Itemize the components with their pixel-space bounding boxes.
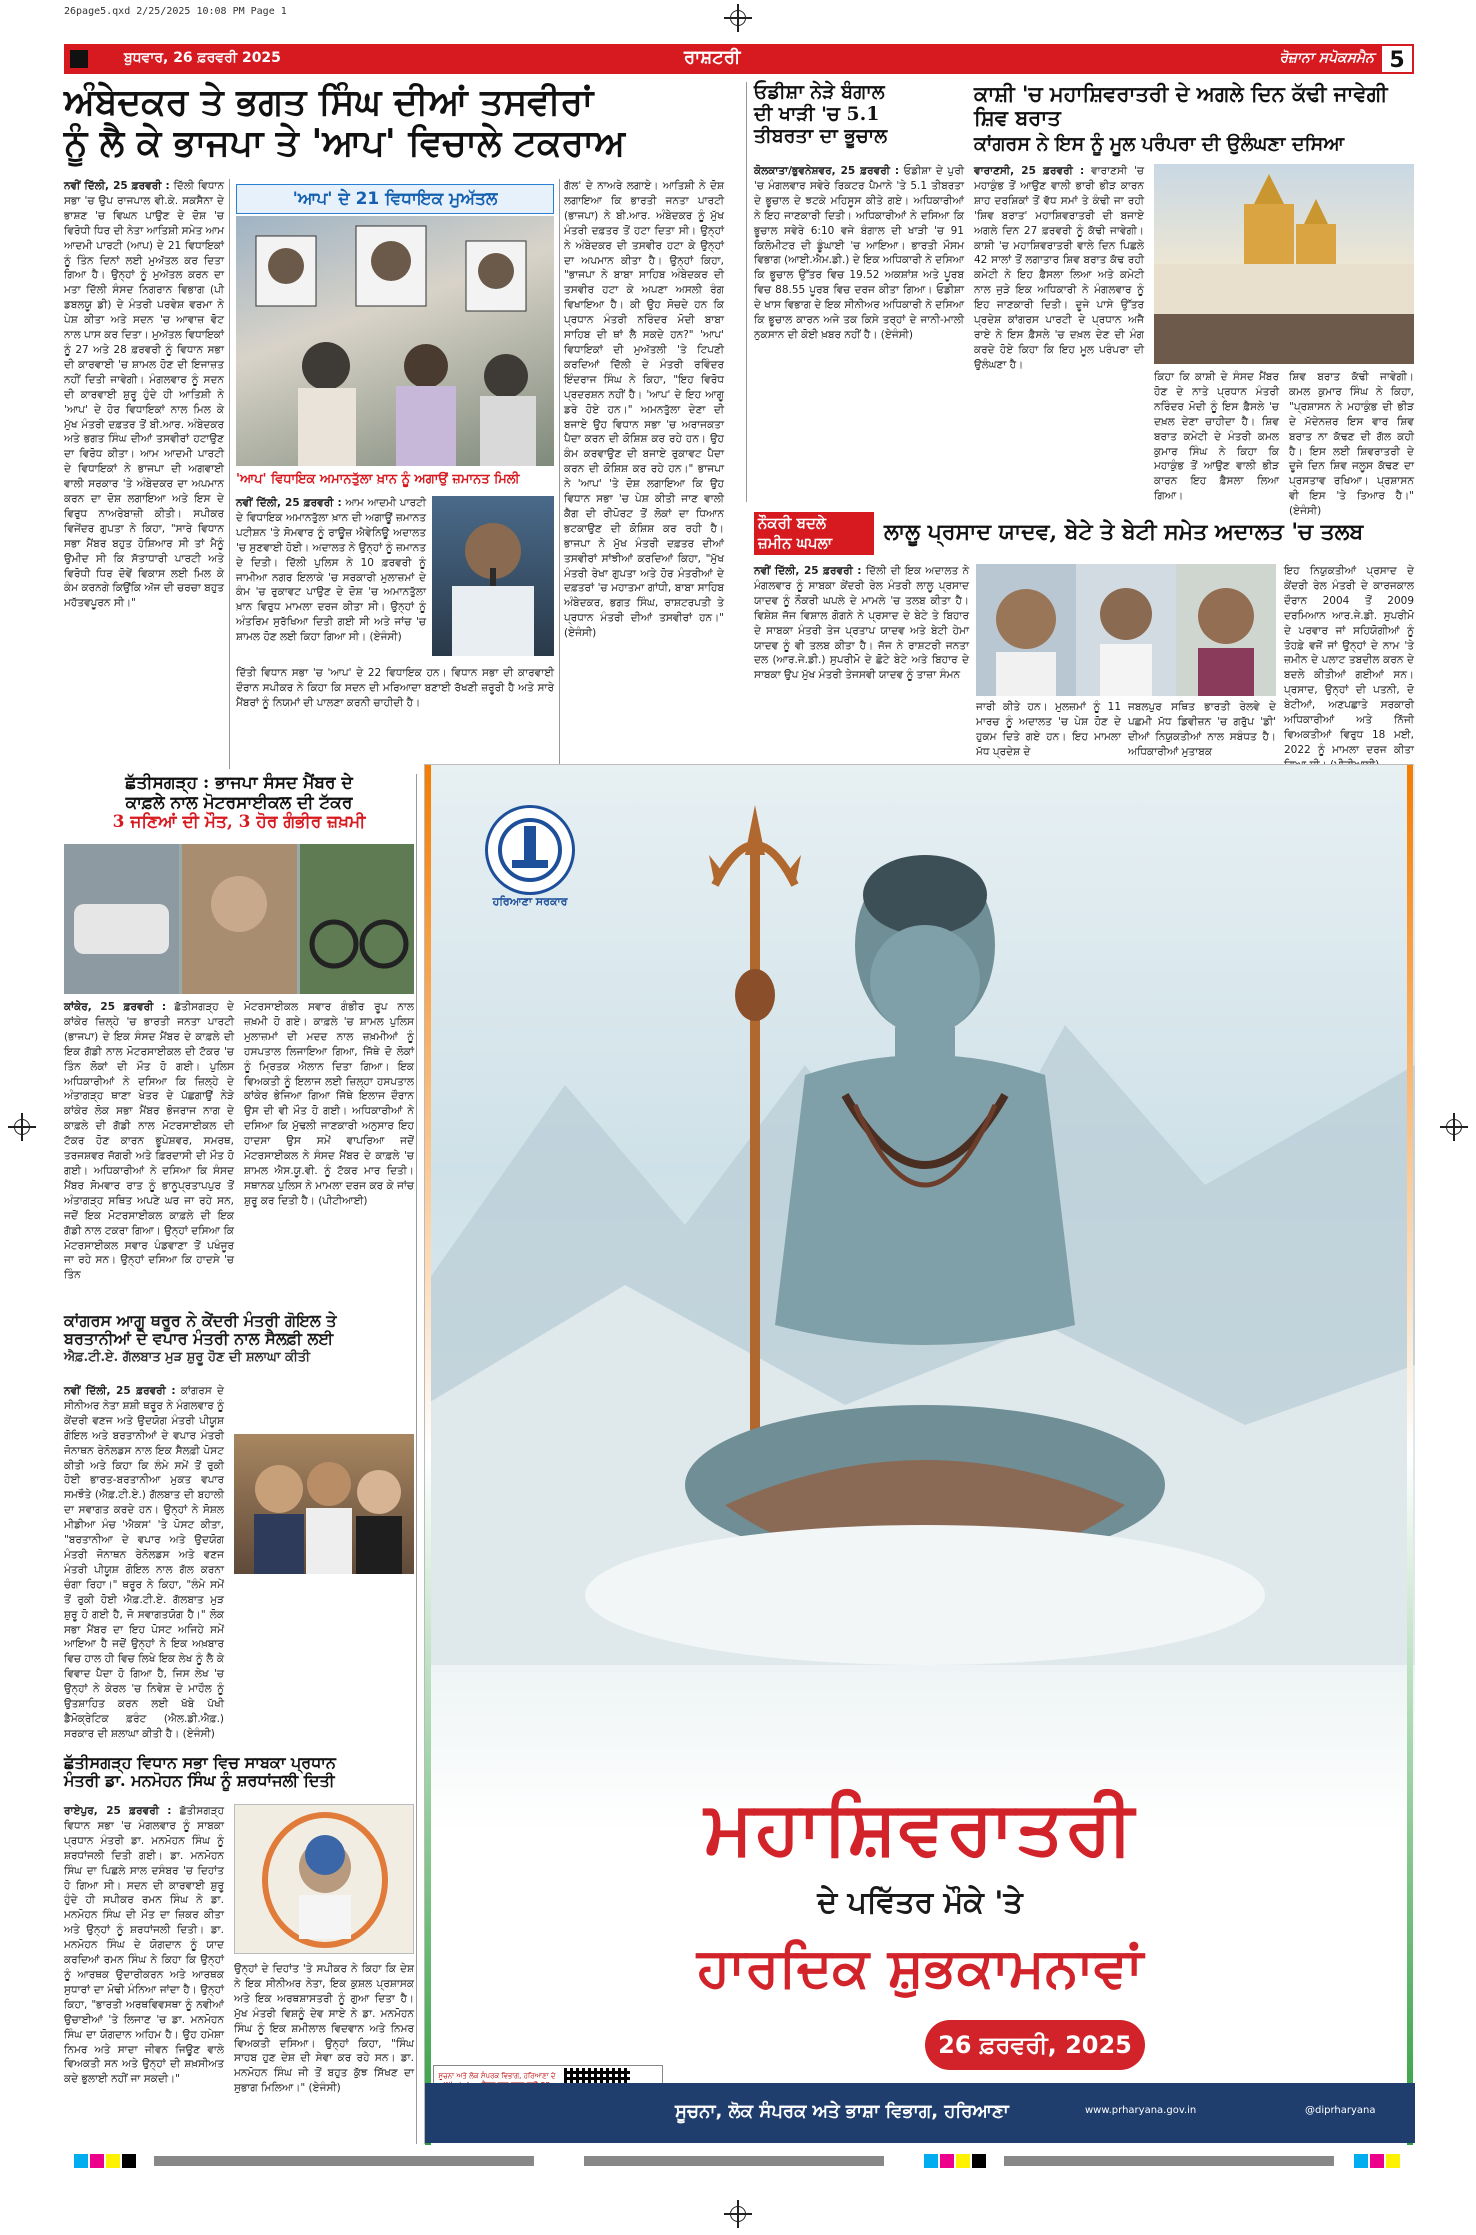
- lalu-kicker-line1: ਨੌਕਰੀ ਬਦਲੇ: [758, 514, 827, 532]
- ad-footer: [425, 2083, 1415, 2143]
- kashi-headline: [974, 82, 1414, 156]
- amanatullah-headline: 'ਆਪ' ਵਿਧਾਇਕ ਅਮਾਨਤੁੱਲਾ ਖ਼ਾਨ ਨੂੰ ਅਗਾਉਂ ਜ਼ਮਾਨਤ ਮਿਲੀ: [236, 472, 520, 487]
- chhattisgarh-dateline: ਕਾਂਕੇਰ, 25 ਫ਼ਰਵਰੀ :: [64, 1001, 167, 1013]
- tharoor-body-text: ਕਾਂਗਰਸ ਦੇ ਸੀਨੀਅਰ ਨੇਤਾ ਸ਼ਸ਼ੀ ਥਰੂਰ ਨੇ ਮੰਗਲਵਾਰ ਨੂੰ ਕੇਂਦਰੀ ਵਣਜ ਅਤੇ ਉਦਯੋਗ ਮੰਤਰੀ ਪੀਯੂਸ਼ ਗੋਇਲ ਅਤੇ ਬਰਤਾਨੀਆਂ ਦੇ ਵਪਾਰ ਮੰਤਰੀ ਜੋਨਾਥਨ ਰੇਨੋਲਡਸ ਨਾਲ ਇਕ ਸੈਲਫ਼ੀ ਪੋਸਟ ਕੀਤੀ ਅਤੇ ਕਿਹਾ ਕਿ ਲੰਮੇ ਸਮੇਂ ਤੋਂ ਰੁਕੀ ਹੋਈ ਭਾਰਤ-ਬਰਤਾਨੀਆ ਮੁਕਤ ਵਪਾਰ ਸਮਝੌਤੇ (ਐਫ਼.ਟੀ.ਏ.) ਗੱਲਬਾਤ ਦੀ ਬਹਾਲੀ ਦਾ ਸਵਾਗਤ ਕਰਦੇ ਹਨ। ਉਨ੍ਹਾਂ ਨੇ ਸੋਸ਼ਲ ਮੀਡੀਆ ਮੰਚ 'ਐਕਸ' 'ਤੇ ਪੋਸਟ ਕੀਤਾ, "ਬਰਤਾਨੀਆ ਦੇ ਵਪਾਰ ਅਤੇ ਉਦਯੋਗ ਮੰਤਰੀ ਜੋਨਾਥਨ ਰੇਨੋਲਡਸ ਅਤੇ ਵਣਜ ਮੰਤਰੀ ਪੀਯੂਸ਼ ਗੋਇਲ ਨਾਲ ਗੱਲ ਕਰਨਾ ਚੰਗਾ ਰਿਹਾ।" ਥਰੂਰ ਨੇ ਕਿਹਾ, "ਲੰਮੇ ਸਮੇਂ ਤੋਂ ਰੁਕੀ ਹੋਈ ਐਫ਼.ਟੀ.ਏ. ਗੱਲਬਾਤ ਮੁੜ ਸ਼ੁਰੂ ਹੋ ਗਈ ਹੈ, ਜੋ ਸਵਾਗਤਯੋਗ ਹੈ।" ਲੋਕ ਸਭਾ ਮੈਂਬਰ ਦਾ ਇਹ ਪੋਸਟ ਅਜਿਹੇ ਸਮੇਂ ਆਇਆ ਹੈ ਜਦੋਂ ਉਨ੍ਹਾਂ ਨੇ ਇਕ ਅਖ਼ਬਾਰ ਵਿਚ ਹਾਲ ਹੀ ਵਿਚ ਲਿਖੇ ਇਕ ਲੇਖ ਨੂੰ ਲੈ ਕੇ ਵਿਵਾਦ ਪੈਦਾ ਹੋ ਗਿਆ ਹੈ, ਜਿਸ ਲੇਖ 'ਚ ਉਨ੍ਹਾਂ ਨੇ ਕੇਰਲ 'ਚ ਨਿਵੇਸ਼ ਦੇ ਮਾਹੌਲ ਨੂੰ ਉਤਸ਼ਾਹਿਤ ਕਰਨ ਲਈ ਖੱਬੇ ਪੱਖੀ ਡੈਮੋਕ੍ਰੇਟਿਕ ਫ਼ਰੰਟ (ਐਲ.ਡੀ.ਐਫ਼.) ਸਰਕਾਰ ਦੀ ਸ਼ਲਾਘਾ ਕੀਤੀ ਹੈ। (ਏਜੰਸੀ): [64, 1385, 225, 1740]
- registration-mark: [1440, 1113, 1468, 1141]
- odisha-dateline: ਕੋਲਕਾਤਾ/ਭੁਵਨੇਸ਼ਵਰ, 25 ਫ਼ਰਵਰੀ :: [754, 165, 900, 177]
- chhattisgarh-body2: ਮੋਟਰਸਾਈਕਲ ਸਵਾਰ ਗੰਭੀਰ ਰੂਪ ਨਾਲ ਜ਼ਖ਼ਮੀ ਹੋ ਗਏ। ਕਾਫ਼ਲੇ 'ਚ ਸ਼ਾਮਲ ਪੁਲਿਸ ਮੁਲਾਜ਼ਮਾਂ ਦੀ ਮਦਦ ਨਾਲ ਜ਼ਖ਼ਮੀਆਂ ਨੂੰ ਹਸਪਤਾਲ ਲਿਜਾਇਆ ਗਿਆ, ਜਿੱਥੇ ਦੋ ਲੋਕਾਂ ਨੂੰ ਮ੍ਰਿਤਕ ਐਲਾਨ ਦਿਤਾ ਗਿਆ। ਇਕ ਵਿਅਕਤੀ ਨੂੰ ਇਲਾਜ ਲਈ ਜ਼ਿਲ੍ਹਾ ਹਸਪਤਾਲ ਕਾਂਕੇਰ ਭੇਜਿਆ ਗਿਆ ਜਿੱਥੇ ਇਲਾਜ ਦੌਰਾਨ ਉਸ ਦੀ ਵੀ ਮੌਤ ਹੋ ਗਈ। ਅਧਿਕਾਰੀਆਂ ਨੇ ਦਸਿਆ ਕਿ ਮੁੱਢਲੀ ਜਾਣਕਾਰੀ ਅਨੁਸਾਰ ਇਹ ਹਾਦਸਾ ਉਸ ਸਮੇਂ ਵਾਪਰਿਆ ਜਦੋਂ ਮੋਟਰਸਾਈਕਲ ਨੇ ਸੰਸਦ ਮੈਂਬਰ ਦੇ ਕਾਫ਼ਲੇ 'ਚ ਸ਼ਾਮਲ ਐਸ.ਯੂ.ਵੀ. ਨੂੰ ਟੱਕਰ ਮਾਰ ਦਿਤੀ। ਸਥਾਨਕ ਪੁਲਿਸ ਨੇ ਮਾਮਲਾ ਦਰਜ ਕਰ ਕੇ ਜਾਂਚ ਸ਼ੁਰੂ ਕਰ ਦਿਤੀ ਹੈ। (ਪੀਟੀਆਈ): [244, 1001, 414, 1207]
- amanatullah-photo: [432, 496, 554, 656]
- lead-headline: [64, 82, 734, 165]
- ad-social-handle: @diprharyana: [1305, 2105, 1376, 2116]
- tharoor-headline-line1: ਕਾਂਗਰਸ ਆਗੂ ਥਰੂਰ ਨੇ ਕੇਂਦਰੀ ਮੰਤਰੀ ਗੋਇਲ ਤੇ: [64, 1311, 337, 1330]
- lalu-portraits: [976, 564, 1276, 696]
- kashi-body: [974, 164, 1144, 504]
- magenta-swatch: [940, 2154, 954, 2168]
- haryana-emblem-icon: [485, 805, 575, 895]
- registration-mark: [8, 1113, 36, 1141]
- manmohan-body-text: ਛੱਤੀਸਗੜ੍ਹ ਵਿਧਾਨ ਸਭਾ 'ਚ ਮੰਗਲਵਾਰ ਨੂੰ ਸਾਬਕਾ ਪ੍ਰਧਾਨ ਮੰਤਰੀ ਡਾ. ਮਨਮੋਹਨ ਸਿੰਘ ਨੂੰ ਸ਼ਰਧਾਂਜਲੀ ਦਿਤੀ ਗਈ। ਡਾ. ਮਨਮੋਹਨ ਸਿੰਘ ਦਾ ਪਿਛਲੇ ਸਾਲ ਦਸੰਬਰ 'ਚ ਦਿਹਾਂਤ ਹੋ ਗਿਆ ਸੀ। ਸਦਨ ਦੀ ਕਾਰਵਾਈ ਸ਼ੁਰੂ ਹੁੰਦੇ ਹੀ ਸਪੀਕਰ ਰਮਨ ਸਿੰਘ ਨੇ ਡਾ. ਮਨਮੋਹਨ ਸਿੰਘ ਦੀ ਮੌਤ ਦਾ ਜ਼ਿਕਰ ਕੀਤਾ ਅਤੇ ਉਨ੍ਹਾਂ ਨੂੰ ਸ਼ਰਧਾਂਜਲੀ ਦਿਤੀ। ਡਾ. ਮਨਮੋਹਨ ਸਿੰਘ ਦੇ ਯੋਗਦਾਨ ਨੂੰ ਯਾਦ ਕਰਦਿਆਂ ਰਮਨ ਸਿੰਘ ਨੇ ਕਿਹਾ ਕਿ ਉਨ੍ਹਾਂ ਨੂੰ ਆਰਥਕ ਉਦਾਰੀਕਰਨ ਅਤੇ ਆਰਥਕ ਸੁਧਾਰਾਂ ਦਾ ਮੋਢੀ ਮੰਨਿਆ ਜਾਂਦਾ ਹੈ। ਉਨ੍ਹਾਂ ਕਿਹਾ, "ਭਾਰਤੀ ਅਰਥਵਿਵਸਥਾ ਨੂੰ ਨਵੀਆਂ ਉਚਾਈਆਂ 'ਤੇ ਲਿਜਾਣ 'ਚ ਡਾ. ਮਨਮੋਹਨ ਸਿੰਘ ਦਾ ਯੋਗਦਾਨ ਅਹਿਮ ਹੈ। ਉਹ ਹਮੇਸ਼ਾ ਨਿਮਰ ਅਤੇ ਸਾਦਾ ਜੀਵਨ ਜਿਊਣ ਵਾਲੇ ਵਿਅਕਤੀ ਸਨ ਅਤੇ ਉਨ੍ਹਾਂ ਦੀ ਸ਼ਖ਼ਸੀਅਤ ਕਦੇ ਭੁਲਾਈ ਨਹੀਂ ਜਾ ਸਕਦੀ।": [64, 1805, 225, 2086]
- ad-greeting: ਹਾਰਦਿਕ ਸ਼ੁਭਕਾਮਨਾਵਾਂ: [697, 1935, 1143, 1999]
- black-swatch: [972, 2154, 986, 2168]
- registration-mark: [724, 2200, 752, 2228]
- lead-body-col1: [64, 179, 224, 779]
- tharoor-subhead: ਐਫ਼.ਟੀ.ਏ. ਗੱਲਬਾਤ ਮੁੜ ਸ਼ੁਰੂ ਹੋਣ ਦੀ ਸ਼ਲਾਘਾ ਕੀਤੀ: [64, 1349, 311, 1365]
- accident-illustration: [64, 844, 414, 994]
- chhattisgarh-headline-line1: ਛੱਤੀਸਗੜ੍ਹ : ਭਾਜਪਾ ਸੰਸਦ ਮੈਂਬਰ ਦੇ: [125, 773, 353, 793]
- tharoor-headline: [64, 1312, 414, 1366]
- magenta-swatch: [90, 2154, 104, 2168]
- lead-body-text: ਦਿੱਲੀ ਵਿਧਾਨ ਸਭਾ 'ਚ ਉਪ ਰਾਜਪਾਲ ਵੀ.ਕੇ. ਸਕਸੈਨਾ ਦੇ ਭਾਸ਼ਣ 'ਚ ਵਿਘਨ ਪਾਉਣ ਦੇ ਦੋਸ਼ 'ਚ ਵਿਰੋਧੀ ਧਿਰ ਦੀ ਨੇਤਾ ਆਤਿਸ਼ੀ ਸਮੇਤ ਆਮ ਆਦਮੀ ਪਾਰਟੀ (ਆਪ) ਦੇ 21 ਵਿਧਾਇਕਾਂ ਨੂੰ ਤਿੰਨ ਦਿਨਾਂ ਲਈ ਮੁਅੱਤਲ ਕਰ ਦਿਤਾ ਗਿਆ ਹੈ। ਉਨ੍ਹਾਂ ਨੂੰ ਮੁਅੱਤਲ ਕਰਨ ਦਾ ਮਤਾ ਦਿੱਲੀ ਸੰਸਦ ਨਿਗਰਾਨ ਵਿਭਾਗ (ਪੀ ਡਬਲਯੂ ਡੀ) ਦੇ ਮੰਤਰੀ ਪਰਵੇਸ਼ ਵਰਮਾ ਨੇ ਪੇਸ਼ ਕੀਤਾ ਅਤੇ ਸਦਨ 'ਚ ਆਵਾਜ਼ ਵੋਟ ਨਾਲ ਪਾਸ ਕਰ ਦਿਤਾ। ਮੁਅੱਤਲ ਵਿਧਾਇਕਾਂ ਨੂੰ 27 ਅਤੇ 28 ਫ਼ਰਵਰੀ ਨੂੰ ਵਿਧਾਨ ਸਭਾ ਦੀ ਕਾਰਵਾਈ 'ਚ ਸ਼ਾਮਲ ਹੋਣ ਦੀ ਇਜਾਜ਼ਤ ਨਹੀਂ ਦਿਤੀ ਜਾਵੇਗੀ। ਮੰਗਲਵਾਰ ਨੂੰ ਸਦਨ ਦੀ ਕਾਰਵਾਈ ਸ਼ੁਰੂ ਹੁੰਦੇ ਹੀ ਆਤਿਸ਼ੀ ਨੇ 'ਆਪ' ਦੇ ਹੋਰ ਵਿਧਾਇਕਾਂ ਨਾਲ ਮਿਲ ਕੇ ਮੁੱਖ ਮੰਤਰੀ ਦਫ਼ਤਰ ਤੋਂ ਬੀ.ਆਰ. ਅੰਬੇਦਕਰ ਅਤੇ ਭਗਤ ਸਿੰਘ ਦੀਆਂ ਤਸਵੀਰਾਂ ਹਟਾਉਣ ਦਾ ਵਿਰੋਧ ਕੀਤਾ। ਆਮ ਆਦਮੀ ਪਾਰਟੀ ਦੇ ਵਿਧਾਇਕਾਂ ਨੇ ਭਾਜਪਾ ਦੀ ਅਗਵਾਈ ਵਾਲੀ ਸਰਕਾਰ 'ਤੇ ਅੰਬੇਦਕਰ ਦਾ ਅਪਮਾਨ ਕਰਨ ਦਾ ਦੋਸ਼ ਲਗਾਇਆ ਅਤੇ ਇਸ ਦੇ ਵਿਰੁਧ ਨਾਅਰੇਬਾਜ਼ੀ ਕੀਤੀ। ਸਪੀਕਰ ਵਿਜੇਂਦਰ ਗੁਪਤਾ ਨੇ ਕਿਹਾ, "ਸਾਰੇ ਵਿਧਾਨ ਸਭਾ ਮੈਂਬਰ ਬਹੁਤ ਹੋਸ਼ਿਆਰ ਸੀ ਤਾਂ ਮੈਨੂੰ ਉਮੀਦ ਸੀ ਕਿ ਸੱਤਾਧਾਰੀ ਪਾਰਟੀ ਅਤੇ ਵਿਰੋਧੀ ਧਿਰ ਦੋਵੇਂ ਵਿਕਾਸ ਲਈ ਮਿਲ ਕੇ ਕੰਮ ਕਰਨਗੇ ਕਿਉਂਕਿ ਅੱਜ ਦੀ ਚਰਚਾ ਬਹੁਤ ਮਹੱਤਵਪੂਰਨ ਸੀ।": [64, 180, 225, 610]
- kashi-headline-line2: ਕਾਂਗਰਸ ਨੇ ਇਸ ਨੂੰ ਮੂਲ ਪਰੰਪਰਾ ਦੀ ਉਲੰਘਣਾ ਦਸਿਆ: [974, 133, 1344, 156]
- lalu-body: [754, 564, 969, 764]
- amanatullah-body2: ਦਿੱਤੀ ਵਿਧਾਨ ਸਭਾ 'ਚ 'ਆਪ' ਦੇ 22 ਵਿਧਾਇਕ ਹਨ। ਵਿਧਾਨ ਸਭਾ ਦੀ ਕਾਰਵਾਈ ਦੌਰਾਨ ਸਪੀਕਰ ਨੇ ਕਿਹਾ ਕਿ ਸਦਨ ਦੀ ਮਰਿਆਦਾ ਬਣਾਈ ਰੱਖਣੀ ਜ਼ਰੂਰੀ ਹੈ ਅਤੇ ਸਾਰੇ ਮੈਂਬਰਾਂ ਨੂੰ ਨਿਯਮਾਂ ਦੀ ਪਾਲਣਾ ਕਰਨੀ ਚਾਹੀਦੀ ਹੈ।: [236, 667, 554, 709]
- mahashivratri-advertisement: [424, 764, 1414, 2144]
- chhattisgarh-headline-line2: ਕਾਫ਼ਲੇ ਨਾਲ ਮੋਟਰਸਾਈਕਲ ਦੀ ਟੱਕਰ: [125, 792, 353, 813]
- manmohan-headline: [64, 1754, 414, 1791]
- qr-note: ਸੂਚਨਾ ਅਤੇ ਲੋਕ ਸੰਪਰਕ ਵਿਭਾਗ, ਹਰਿਆਣਾ ਦੇ: [438, 2072, 556, 2080]
- registration-mark: [724, 4, 752, 32]
- grey-bar: [154, 2156, 534, 2166]
- manmohan-body: [64, 1804, 224, 2144]
- selfie-illustration: [234, 1434, 414, 1574]
- manmohan-tribute-photo: [234, 1804, 414, 1954]
- kashi-body2: ਕਿਹਾ ਕਿ ਕਾਸ਼ੀ ਦੇ ਸੰਸਦ ਮੈਂਬਰ ਹੋਣ ਦੇ ਨਾਤੇ ਪ੍ਰਧਾਨ ਮੰਤਰੀ ਨਰਿੰਦਰ ਮੋਦੀ ਨੂੰ ਇਸ ਫ਼ੈਸਲੇ 'ਚ ਦਖ਼ਲ ਦੇਣਾ ਚਾਹੀਦਾ ਹੈ। ਸ਼ਿਵ ਬਰਾਤ ਕਮੇਟੀ ਦੇ ਮੰਤਰੀ ਕਮਲ ਕੁਮਾਰ ਸਿੰਘ ਨੇ ਕਿਹਾ ਕਿ ਮਹਾਕੁੰਭ ਤੋਂ ਆਉਣ ਵਾਲੀ ਭੀੜ ਕਾਰਨ ਇਹ ਫ਼ੈਸਲਾ ਲਿਆ ਗਿਆ।: [1154, 371, 1279, 503]
- amanatullah-portrait: [432, 496, 554, 656]
- ad-website: www.prharyana.gov.in: [1085, 2105, 1197, 2116]
- lead-dateline: ਨਵੀਂ ਦਿੱਲੀ, 25 ਫ਼ਰਵਰੀ :: [64, 180, 170, 192]
- yellow-swatch: [956, 2154, 970, 2168]
- temple-illustration: [1154, 164, 1414, 364]
- header-square-icon: [70, 50, 88, 68]
- ad-date: 26 ਫ਼ਰਵਰੀ, 2025: [925, 2020, 1145, 2070]
- yellow-swatch: [106, 2154, 120, 2168]
- lalu-kicker: [754, 512, 874, 555]
- column-rule: [559, 179, 560, 769]
- cyan-swatch: [924, 2154, 938, 2168]
- magenta-swatch: [1370, 2154, 1384, 2168]
- lalu-body3: ਜਬਲਪੁਰ ਸਥਿਤ ਭਾਰਤੀ ਰੇਲਵੇ ਦੇ ਪਛਮੀ ਮੱਧ ਡਿਵੀਜ਼ਨ 'ਚ ਗਰੁੱਪ 'ਡੀ' ਦੀਆਂ ਨਿਯੁਕਤੀਆਂ ਨਾਲ ਸਬੰਧਤ ਹੈ। ਅਧਿਕਾਰੀਆਂ ਮੁਤਾਬਕ: [1128, 701, 1276, 758]
- manmohan-dateline: ਰਾਏਪੁਰ, 25 ਫ਼ਰਵਰੀ :: [64, 1805, 172, 1817]
- kashi-body3: ਸ਼ਿਵ ਬਰਾਤ ਕੱਢੀ ਜਾਵੇਗੀ। ਕਮਲ ਕੁਮਾਰ ਸਿੰਘ ਨੇ ਕਿਹਾ, "ਪ੍ਰਸ਼ਾਸਨ ਨੇ ਮਹਾਕੁੰਭ ਦੀ ਭੀੜ ਦੇ ਮੱਦੇਨਜ਼ਰ ਇਸ ਵਾਰ ਸ਼ਿਵ ਬਰਾਤ ਨਾ ਕੱਢਣ ਦੀ ਗੱਲ ਕਹੀ ਹੈ। ਇਸ ਲਈ ਸ਼ਿਵਰਾਤਰੀ ਦੇ ਦੂਜੇ ਦਿਨ ਸ਼ਿਵ ਜਲੂਸ ਕੱਢਣ ਦਾ ਪ੍ਰਸਤਾਵ ਰਖਿਆ। ਪ੍ਰਸ਼ਾਸਨ ਵੀ ਇਸ 'ਤੇ ਤਿਆਰ ਹੈ।" (ਏਜੰਸੀ): [1289, 371, 1414, 518]
- amanatullah-body: [236, 496, 426, 666]
- amanatullah-body-text: ਆਮ ਆਦਮੀ ਪਾਰਟੀ ਦੇ ਵਿਧਾਇਕ ਅਮਾਨਤੁੱਲਾ ਖ਼ਾਨ ਦੀ ਅਗਾਊਂ ਜ਼ਮਾਨਤ ਪਟੀਸ਼ਨ 'ਤੇ ਸੋਮਵਾਰ ਨੂੰ ਰਾਊਜ਼ ਐਵੇਨਿਊ ਅਦਾਲਤ 'ਚ ਸੁਣਵਾਈ ਹੋਈ। ਅਦਾਲਤ ਨੇ ਉਨ੍ਹਾਂ ਨੂੰ ਜ਼ਮਾਨਤ ਦੇ ਦਿਤੀ। ਦਿੱਲੀ ਪੁਲਿਸ ਨੇ 10 ਫ਼ਰਵਰੀ ਨੂੰ ਜਾਮੀਆ ਨਗਰ ਇਲਾਕੇ 'ਚ ਸਰਕਾਰੀ ਮੁਲਾਜ਼ਮਾਂ ਦੇ ਕੰਮ 'ਚ ਰੁਕਾਵਟ ਪਾਉਣ ਦੇ ਦੋਸ਼ 'ਚ ਅਮਾਨਤੁੱਲਾ ਖ਼ਾਨ ਵਿਰੁਧ ਮਾਮਲਾ ਦਰਜ ਕੀਤਾ ਸੀ। ਉਨ੍ਹਾਂ ਨੂੰ ਅੰਤਰਿਮ ਸੁਰੱਖਿਆ ਦਿਤੀ ਗਈ ਸੀ ਅਤੇ ਜਾਂਚ 'ਚ ਸ਼ਾਮਲ ਹੋਣ ਲਈ ਕਿਹਾ ਗਿਆ ਸੀ। (ਏਜੰਸੀ): [236, 497, 426, 644]
- newspaper-page: [64, 44, 1414, 2184]
- protest-photo-illustration: [236, 216, 554, 466]
- kashi-headline-line1: ਕਾਸ਼ੀ 'ਚ ਮਹਾਸ਼ਿਵਰਾਤਰੀ ਦੇ ਅਗਲੇ ਦਿਨ ਕੱਢੀ ਜਾਵੇਗੀ ਸ਼ਿਵ ਬਰਾਤ: [974, 81, 1388, 131]
- lead-photo-caption: 'ਆਪ' ਦੇ 21 ਵਿਧਾਇਕ ਮੁਅੱਤਲ: [236, 184, 554, 214]
- chhattisgarh-headline: [64, 774, 414, 833]
- odisha-headline-line3: ਤੀਬਰਤਾ ਦਾ ਭੂਚਾਲ: [754, 124, 888, 147]
- lalu-dateline: ਨਵੀਂ ਦਿੱਲੀ, 25 ਫ਼ਰਵਰੀ :: [754, 565, 862, 577]
- haryana-govt-label: ਹਰਿਆਣਾ ਸਰਕਾਰ: [492, 895, 568, 908]
- chhattisgarh-headline-line3: 3 ਜਣਿਆਂ ਦੀ ਮੌਤ, 3 ਹੋਰ ਗੰਭੀਰ ਜ਼ਖ਼ਮੀ: [112, 812, 366, 833]
- kashi-dateline: ਵਾਰਾਣਸੀ, 25 ਫ਼ਰਵਰੀ :: [974, 165, 1085, 177]
- chhattisgarh-body: [64, 1000, 234, 1300]
- section-name: ਰਾਸ਼ਟਰੀ: [684, 47, 741, 68]
- ad-title: ਮਹਾਸ਼ਿਵਰਾਤਰੀ: [704, 1785, 1136, 1871]
- accident-photos: [64, 844, 414, 994]
- column-rule: [416, 774, 417, 2144]
- lalu-body-text: ਦਿੱਲੀ ਦੀ ਇਕ ਅਦਾਲਤ ਨੇ ਮੰਗਲਵਾਰ ਨੂੰ ਸਾਬਕਾ ਕੇਂਦਰੀ ਰੇਲ ਮੰਤਰੀ ਲਾਲੂ ਪ੍ਰਸਾਦ ਯਾਦਵ ਨੂੰ ਨੌਕਰੀ ਘਪਲੇ ਦੇ ਮਾਮਲੇ 'ਚ ਤਲਬ ਕੀਤਾ ਹੈ। ਵਿਸ਼ੇਸ਼ ਜੱਜ ਵਿਸ਼ਾਲ ਗੋਗਨੇ ਨੇ ਪ੍ਰਸਾਦ ਦੇ ਬੇਟੇ ਤੇ ਬਿਹਾਰ ਦੇ ਸਾਬਕਾ ਮੰਤਰੀ ਤੇਜ ਪ੍ਰਤਾਪ ਯਾਦਵ ਅਤੇ ਬੇਟੀ ਹੇਮਾ ਯਾਦਵ ਨੂੰ ਵੀ ਤਲਬ ਕੀਤਾ ਹੈ। ਜੱਜ ਨੇ ਰਾਸ਼ਟਰੀ ਜਨਤਾ ਦਲ (ਆਰ.ਜੇ.ਡੀ.) ਸੁਪਰੀਮੋ ਦੇ ਛੋਟੇ ਬੇਟੇ ਅਤੇ ਬਿਹਾਰ ਦੇ ਸਾਬਕਾ ਉਪ ਮੁੱਖ ਮੰਤਰੀ ਤੇਜਸਵੀ ਯਾਦਵ ਨੂੰ ਤਾਜ਼ਾ ਸੰਮਨ: [754, 565, 970, 682]
- lead-headline-line2: ਨੂੰ ਲੈ ਕੇ ਭਾਜਪਾ ਤੇ 'ਆਪ' ਵਿਚਾਲੇ ਟਕਰਾਅ: [64, 122, 626, 165]
- print-color-bar: [64, 2154, 1414, 2168]
- cyan-swatch: [74, 2154, 88, 2168]
- page-number: 5: [1380, 44, 1414, 74]
- manmohan-body2: ਉਨ੍ਹਾਂ ਦੇ ਦਿਹਾਂਤ 'ਤੇ ਸਪੀਕਰ ਨੇ ਕਿਹਾ ਕਿ ਦੇਸ਼ ਨੇ ਇਕ ਸੀਨੀਅਰ ਨੇਤਾ, ਇਕ ਕੁਸ਼ਲ ਪ੍ਰਸ਼ਾਸਕ ਅਤੇ ਇਕ ਅਰਥਸ਼ਾਸਤਰੀ ਨੂੰ ਗੁਆ ਦਿਤਾ ਹੈ। ਮੁੱਖ ਮੰਤਰੀ ਵਿਸ਼ਨੂੰ ਦੇਵ ਸਾਏ ਨੇ ਡਾ. ਮਨਮੋਹਨ ਸਿੰਘ ਨੂੰ ਇਕ ਸ਼ਮੀਲਾਲ ਵਿਦਵਾਨ ਅਤੇ ਨਿਮਰ ਵਿਅਕਤੀ ਦਸਿਆ। ਉਨ੍ਹਾਂ ਕਿਹਾ, "ਸਿੰਘ ਸਾਹਬ ਹੁਣ ਦੇਸ਼ ਦੀ ਸੇਵਾ ਕਰ ਰਹੇ ਸਨ। ਡਾ. ਮਨਮੋਹਨ ਸਿੰਘ ਜੀ ਤੋਂ ਬਹੁਤ ਕੁੱਝ ਸਿੱਖਣ ਦਾ ਸੁਭਾਗ ਮਿਲਿਆ।" (ਏਜੰਸੀ): [234, 1963, 414, 2095]
- ad-subtitle: ਦੇ ਪਵਿੱਤਰ ਮੌਕੇ 'ਤੇ: [817, 1885, 1023, 1920]
- odisha-body: [754, 164, 964, 504]
- manmohan-headline-line2: ਮੰਤਰੀ ਡਾ. ਮਨਮੋਹਨ ਸਿੰਘ ਨੂੰ ਸ਼ਰਧਾਂਜਲੀ ਦਿਤੀ: [64, 1771, 335, 1791]
- lalu-kicker-line2: ਜ਼ਮੀਨ ਘਪਲਾ: [758, 533, 833, 552]
- lalu-body4: ਇਹ ਨਿਯੁਕਤੀਆਂ ਪ੍ਰਸਾਦ ਦੇ ਕੇਂਦਰੀ ਰੇਲ ਮੰਤਰੀ ਦੇ ਕਾਰਜਕਾਲ ਦੌਰਾਨ 2004 ਤੋਂ 2009 ਦਰਮਿਆਨ ਆਰ.ਜੇ.ਡੀ. ਸੁਪਰੀਮੋ ਦੇ ਪਰਵਾਰ ਜਾਂ ਸਹਿਯੋਗੀਆਂ ਨੂੰ ਤੋਹਫ਼ੇ ਵਜੋਂ ਜਾਂ ਉਨ੍ਹਾਂ ਦੇ ਨਾਮ 'ਤੇ ਜ਼ਮੀਨ ਦੇ ਪਲਾਟ ਤਬਦੀਲ ਕਰਨ ਦੇ ਬਦਲੇ ਕੀਤੀਆਂ ਗਈਆਂ ਸਨ। ਪ੍ਰਸਾਦ, ਉਨ੍ਹਾਂ ਦੀ ਪਤਨੀ, ਦੋ ਬੇਟੀਆਂ, ਅਣਪਛਾਤੇ ਸਰਕਾਰੀ ਅਧਿਕਾਰੀਆਂ ਅਤੇ ਨਿੱਜੀ ਵਿਅਕਤੀਆਂ ਵਿਰੁਧ 18 ਮਈ, 2022 ਨੂੰ ਮਾਮਲਾ ਦਰਜ ਕੀਤਾ: [1284, 565, 1414, 756]
- ad-department: ਸੂਚਨਾ, ਲੋਕ ਸੰਪਰਕ ਅਤੇ ਭਾਸ਼ਾ ਵਿਭਾਗ, ਹਰਿਆਣਾ: [675, 2101, 1009, 2122]
- emblem-illustration: [488, 808, 572, 892]
- kashi-temple-photo: [1154, 164, 1414, 364]
- yellow-swatch: [1386, 2154, 1400, 2168]
- tharoor-dateline: ਨਵੀਂ ਦਿੱਲੀ, 25 ਫ਼ਰਵਰੀ :: [64, 1385, 176, 1397]
- grey-bar: [1004, 2156, 1334, 2166]
- amanatullah-dateline: ਨਵੀਂ ਦਿੱਲੀ, 25 ਫ਼ਰਵਰੀ :: [236, 497, 342, 509]
- lalu-body2: ਜਾਰੀ ਕੀਤੇ ਹਨ। ਮੁਲਜ਼ਮਾਂ ਨੂੰ 11 ਮਾਰਚ ਨੂੰ ਅਦਾਲਤ 'ਚ ਪੇਸ਼ ਹੋਣ ਦੇ ਹੁਕਮ ਦਿਤੇ ਗਏ ਹਨ। ਇਹ ਮਾਮਲਾ ਮੱਧ ਪ੍ਰਦੇਸ਼ ਦੇ: [976, 701, 1121, 758]
- print-slug-text: 26page5.qxd 2/25/2025 10:08 PM Page 1: [64, 6, 287, 17]
- page-header: [64, 44, 1414, 74]
- chhattisgarh-body-text: ਛੱਤੀਸਗੜ੍ਹ ਦੇ ਕਾਂਕੇਰ ਜ਼ਿਲ੍ਹੇ 'ਚ ਭਾਰਤੀ ਜਨਤਾ ਪਾਰਟੀ (ਭਾਜਪਾ) ਦੇ ਇਕ ਸੰਸਦ ਮੈਂਬਰ ਦੇ ਕਾਫ਼ਲੇ ਦੀ ਇਕ ਗੱਡੀ ਨਾਲ ਮੋਟਰਸਾਈਕਲ ਦੀ ਟੱਕਰ 'ਚ ਤਿੰਨ ਲੋਕਾਂ ਦੀ ਮੌਤ ਹੋ ਗਈ। ਪੁਲਿਸ ਅਧਿਕਾਰੀਆਂ ਨੇ ਦਸਿਆ ਕਿ ਜ਼ਿਲ੍ਹੇ ਦੇ ਅੰਤਾਗੜ੍ਹ ਥਾਣਾ ਖੇਤਰ ਦੇ ਪੱਛਗਾਉਂ ਨੇੜੇ ਕਾਂਕੇਰ ਲੋਕ ਸਭਾ ਮੈਂਬਰ ਭੋਜਰਾਜ ਨਾਗ ਦੇ ਕਾਫ਼ਲੇ ਦੀ ਗੱਡੀ ਨਾਲ ਮੋਟਰਸਾਈਕਲ ਦੀ ਟੱਕਰ ਹੋਣ ਕਾਰਨ ਭੂਪੇਸ਼ਵਰ, ਸਮਰਥ, ਤਰਜਸ਼ਵਰ ਜੱਗਰੀ ਅਤੇ ਫ਼ਿਰਦਾਸੀ ਦੀ ਮੌਤ ਹੋ ਗਈ। ਅਧਿਕਾਰੀਆਂ ਨੇ ਦਸਿਆ ਕਿ ਸੰਸਦ ਮੈਂਬਰ ਸੋਮਵਾਰ ਰਾਤ ਨੂੰ ਭਾਨੂਪ੍ਰਤਾਪਪੁਰ ਤੋਂ ਅੰਤਾਗੜ੍ਹ ਸਥਿਤ ਅਪਣੇ ਘਰ ਜਾ ਰਹੇ ਸਨ, ਜਦੋਂ ਇਕ ਮੋਟਰਸਾਈਕਲ ਕਾਫ਼ਲੇ ਦੀ ਇਕ ਗੱਡੀ ਨਾਲ ਟਕਰਾ ਗਿਆ। ਉਨ੍ਹਾਂ ਦਸਿਆ ਕਿ ਮੋਟਰਸਾਈਕਲ ਸਵਾਰ ਪੰਡਵਾਣਾ ਤੋਂ ਪਖੰਜੂਰ ਜਾ ਰਹੇ ਸਨ। ਉਨ੍ਹਾਂ ਦਸਿਆ ਕਿ ਹਾਦਸੇ 'ਚ ਤਿੰਨ: [64, 1001, 234, 1282]
- column-rule: [746, 82, 747, 502]
- odisha-body-text: ਓਡੀਸ਼ਾ ਦੇ ਪੁਰੀ 'ਚ ਮੰਗਲਵਾਰ ਸਵੇਰੇ ਰਿਕਟਰ ਪੈਮਾਨੇ 'ਤੇ 5.1 ਤੀਬਰਤਾ ਦੇ ਭੂਚਾਲ ਦੇ ਝਟਕੇ ਮਹਿਸੂਸ ਕੀਤੇ ਗਏ। ਅਧਿਕਾਰੀਆਂ ਨੇ ਇਹ ਜਾਣਕਾਰੀ ਦਿਤੀ। ਅਧਿਕਾਰੀਆਂ ਨੇ ਦਸਿਆ ਕਿ ਭੂਚਾਲ ਸਵੇਰੇ 6:10 ਵਜੇ ਬੰਗਾਲ ਦੀ ਖਾੜੀ 'ਚ 91 ਕਿਲੋਮੀਟਰ ਦੀ ਡੂੰਘਾਈ 'ਚ ਆਇਆ। ਭਾਰਤੀ ਮੌਸਮ ਵਿਭਾਗ (ਆਈ.ਐਮ.ਡੀ.) ਦੇ ਇਕ ਅਧਿਕਾਰੀ ਨੇ ਦਸਿਆ ਕਿ ਭੂਚਾਲ ਉੱਤਰ ਵਿਚ 19.52 ਅਕਸ਼ਾਂਸ਼ ਅਤੇ ਪੂਰਬ ਵਿਚ 88.55 ਪੂਰਬ ਵਿਚ ਦਰਜ ਕੀਤਾ ਗਿਆ। ਓਡੀਸ਼ਾ ਦੇ ਖਾਸ ਵਿਭਾਗ ਦੇ ਇਕ ਸੀਨੀਅਰ ਅਧਿਕਾਰੀ ਨੇ ਦਸਿਆ ਕਿ ਭੂਚਾਲ ਕਾਰਨ ਅਜੇ ਤਕ ਕਿਸੇ ਤਰ੍ਹਾਂ ਦੇ ਜਾਨੀ-ਮਾਲੀ ਨੁਕਸਾਨ ਦੀ ਕੋਈ ਖ਼ਬਰ ਨਹੀਂ ਹੈ। (ਏਜੰਸੀ): [754, 165, 964, 341]
- issue-date: ਬੁਧਵਾਰ, 26 ਫ਼ਰਵਰੀ 2025: [124, 50, 281, 66]
- black-swatch: [122, 2154, 136, 2168]
- lead-protest-photo: [236, 216, 554, 466]
- lead-headline-line1: ਅੰਬੇਦਕਰ ਤੇ ਭਗਤ ਸਿੰਘ ਦੀਆਂ ਤਸਵੀਰਾਂ: [64, 81, 594, 123]
- odisha-headline-line1: ਓਡੀਸ਼ਾ ਨੇੜੇ ਬੰਗਾਲ: [754, 81, 885, 103]
- lalu-family-photos: [976, 564, 1276, 696]
- tharoor-selfie-photo: [234, 1434, 414, 1574]
- grey-bar: [584, 2156, 884, 2166]
- cyan-swatch: [1354, 2154, 1368, 2168]
- manmohan-headline-line1: ਛੱਤੀਸਗੜ੍ਹ ਵਿਧਾਨ ਸਭਾ ਵਿਚ ਸਾਬਕਾ ਪ੍ਰਧਾਨ: [64, 1753, 336, 1772]
- lead-body-col3: ਗੱਲ' ਦੇ ਨਾਅਰੇ ਲਗਾਏ। ਆਤਿਸ਼ੀ ਨੇ ਦੋਸ਼ ਲਗਾਇਆ ਕਿ ਭਾਰਤੀ ਜਨਤਾ ਪਾਰਟੀ (ਭਾਜਪਾ) ਨੇ ਬੀ.ਆਰ. ਅੰਬੇਦਕਰ ਨੂੰ ਮੁੱਖ ਮੰਤਰੀ ਦਫ਼ਤਰ ਤੋਂ ਹਟਾ ਦਿਤਾ ਸੀ। ਉਨ੍ਹਾਂ ਨੇ ਅੰਬੇਦਕਰ ਦੀ ਤਸਵੀਰ ਹਟਾ ਕੇ ਉਨ੍ਹਾਂ ਦਾ ਅਪਮਾਨ ਕੀਤਾ ਹੈ। ਉਨ੍ਹਾਂ ਕਿਹਾ, "ਭਾਜਪਾ ਨੇ ਬਾਬਾ ਸਾਹਿਬ ਅੰਬੇਦਕਰ ਦੀ ਤਸਵੀਰ ਹਟਾ ਕੇ ਅਪਣਾ ਅਸਲੀ ਰੰਗ ਵਿਖਾਇਆ ਹੈ। ਕੀ ਉਹ ਸੋਚਦੇ ਹਨ ਕਿ ਪ੍ਰਧਾਨ ਮੰਤਰੀ ਨਰਿੰਦਰ ਮੋਦੀ ਬਾਬਾ ਸਾਹਿਬ ਦੀ ਥਾਂ ਲੈ ਸਕਦੇ ਹਨ?" 'ਆਪ' ਵਿਧਾਇਕਾਂ ਦੀ ਮੁਅੱਤਲੀ 'ਤੇ ਟਿਪਣੀ ਕਰਦਿਆਂ ਦਿੱਲੀ ਦੇ ਮੰਤਰੀ ਰਵਿੰਦਰ ਇੰਦਰਾਜ ਸਿੰਘ ਨੇ ਕਿਹਾ, "ਇਹ ਵਿਰੋਧ ਪ੍ਰਦਰਸ਼ਨ ਨਹੀਂ ਹੈ। 'ਆਪ' ਦੇ ਇਹ ਆਗੂ ਡਰੇ ਹੋਏ ਹਨ।" ਅਮਨਤੁੱਲਾ ਦੇਣਾ ਦੀ ਬਜਾਏ ਉਹ ਵਿਧਾਨ ਸਭਾ 'ਚ ਅਰਾਜਕਤਾ ਪੈਦਾ ਕਰਨ ਦੀ ਕੋਸ਼ਿਸ਼ ਕਰ ਰਹੇ ਹਨ। ਉਹ ਕੰਮ ਕਰਵਾਉਣ ਦੀ ਬਜਾਏ ਰੁਕਾਵਟ ਪੈਦਾ ਕਰਨ ਦੀ ਕੋਸ਼ਿਸ਼ ਕਰ ਰਹੇ ਹਨ।" ਭਾਜਪਾ ਨੇ 'ਆਪ' 'ਤੇ ਦੋਸ਼ ਲਗਾਇਆ ਕਿ ਉਹ ਵਿਧਾਨ ਸਭਾ 'ਚ ਪੇਸ਼ ਕੀਤੀ ਜਾਣ ਵਾਲੀ ਕੈਗ ਦੀ ਰੀਪੋਰਟ ਤੋਂ ਲੋਕਾਂ ਦਾ ਧਿਆਨ ਭਟਕਾਉਣ ਦੀ ਕੋਸ਼ਿਸ਼ ਕਰ ਰਹੀ ਹੈ। ਭਾਜਪਾ ਨੇ ਮੁੱਖ ਮੰਤਰੀ ਦਫ਼ਤਰ ਦੀਆਂ ਤਸਵੀਰਾਂ ਸਾਂਝੀਆਂ ਕਰਦਿਆਂ ਕਿਹਾ, "ਮੁੱਖ ਮੰਤਰੀ ਰੇਖਾ ਗੁਪਤਾ ਅਤੇ ਹੋਰ ਮੰਤਰੀਆਂ ਦੇ ਦਫ਼ਤਰਾਂ 'ਚ ਮਹਾਤਮਾ ਗਾਂਧੀ, ਬਾਬਾ ਸਾਹਿਬ ਅੰਬੇਦਕਰ, ਭਗਤ ਸਿੰਘ, ਰਾਸ਼ਟਰਪਤੀ ਤੇ ਪ੍ਰਧਾਨ ਮੰਤਰੀ ਦੀਆਂ ਤਸਵੀਰਾਂ ਹਨ।" (ਏਜੰਸੀ): [564, 180, 724, 640]
- tharoor-body: [64, 1384, 224, 1744]
- tharoor-headline-line2: ਬਰਤਾਨੀਆਂ ਦੇ ਵਪਾਰ ਮੰਤਰੀ ਨਾਲ ਸੈਲਫ਼ੀ ਲਈ: [64, 1329, 334, 1349]
- tribute-illustration: [235, 1805, 415, 1955]
- kashi-body-text: ਵਾਰਾਣਸੀ 'ਚ ਮਹਾਕੁੰਭ ਤੋਂ ਆਉਣ ਵਾਲੀ ਭਾਰੀ ਭੀੜ ਕਾਰਨ ਸ਼ਾਹ ਦਰਸ਼ਿਕਾਂ ਤੋਂ ਵੱਧ ਸਮਾਂ ਤੇ ਕੰਢੀ ਜਾ ਰਹੀ 'ਸ਼ਿਵ ਬਰਾਤ' ਮਹਾਸ਼ਿਵਰਾਤਰੀ ਦੀ ਬਜਾਏ ਅਗਲੇ ਦਿਨ 27 ਫ਼ਰਵਰੀ ਨੂੰ ਕੱਢੀ ਜਾਵੇਗੀ। ਕਾਸ਼ੀ 'ਚ ਮਹਾਸ਼ਿਵਰਾਤਰੀ ਵਾਲੇ ਦਿਨ ਪਿਛਲੇ 42 ਸਾਲਾਂ ਤੋਂ ਲਗਾਤਾਰ ਸ਼ਿਵ ਬਰਾਤ ਕੱਢ ਰਹੀ ਕਮੇਟੀ ਨੇ ਇਹ ਫ਼ੈਸਲਾ ਲਿਆ ਅਤੇ ਕਮੇਟੀ ਨਾਲ ਜੁੜੇ ਇਕ ਅਧਿਕਾਰੀ ਨੇ ਮੰਗਲਵਾਰ ਨੂੰ ਇਹ ਜਾਣਕਾਰੀ ਦਿਤੀ। ਦੂਜੇ ਪਾਸੇ ਉੱਤਰ ਪ੍ਰਦੇਸ਼ ਕਾਂਗਰਸ ਪਾਰਟੀ ਦੇ ਪ੍ਰਧਾਨ ਅਜੈ ਰਾਏ ਨੇ ਇਸ ਫ਼ੈਸਲੇ 'ਚ ਦਖ਼ਲ ਦੇਣ ਦੀ ਮੰਗ ਕਰਦੇ ਹੋਏ ਕਿਹਾ ਕਿ ਇਹ ਮੂਲ ਪਰੰਪਰਾ ਦੀ ਉਲੰਘਣਾ ਹੈ।: [974, 165, 1144, 371]
- odisha-headline: [754, 82, 964, 148]
- paper-brand: ਰੋਜ਼ਾਨਾ ਸਪੋਕਸਮੈਨ: [1279, 50, 1374, 66]
- lalu-headline: ਲਾਲੂ ਪ੍ਰਸਾਦ ਯਾਦਵ, ਬੇਟੇ ਤੇ ਬੇਟੀ ਸਮੇਤ ਅਦਾਲਤ 'ਚ ਤਲਬ: [884, 519, 1364, 545]
- odisha-headline-line2: ਦੀ ਖਾੜੀ 'ਚ 5.1: [754, 102, 880, 125]
- column-rule: [229, 179, 230, 769]
